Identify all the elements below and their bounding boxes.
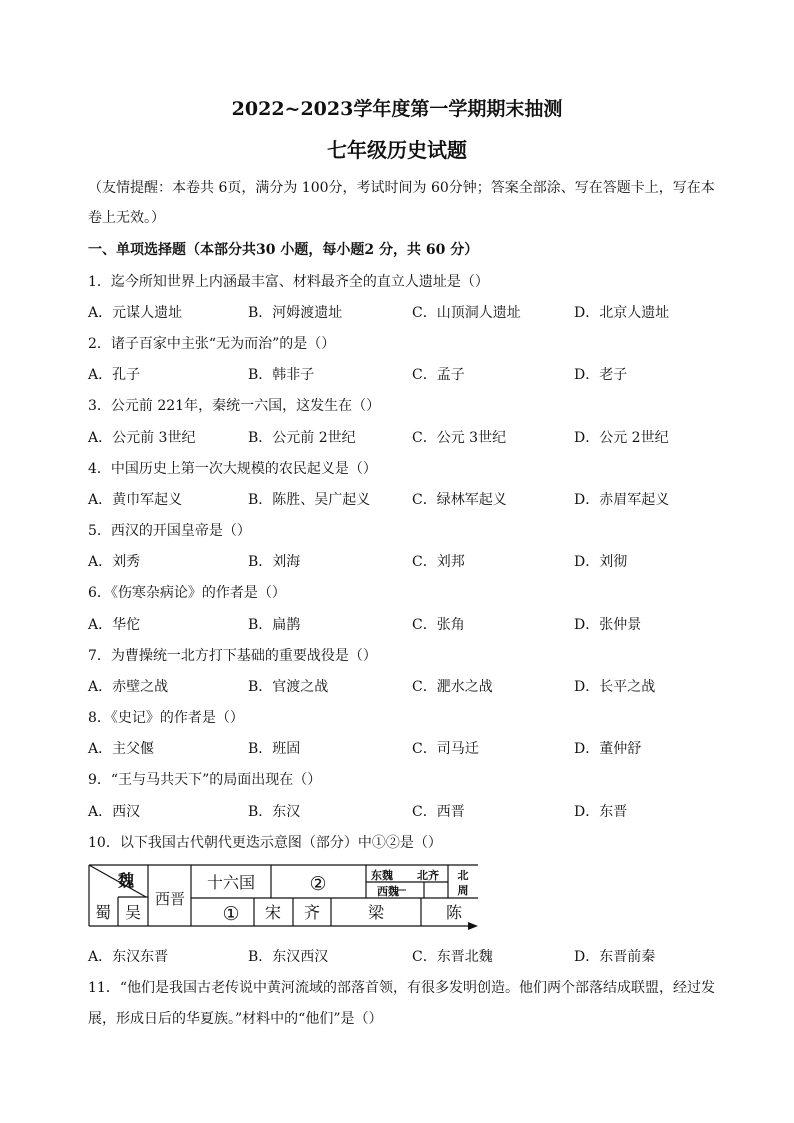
option-b[interactable]: B．公元前 2世纪 [248, 430, 356, 446]
option-b[interactable]: B．陈胜、吴广起义 [248, 492, 371, 508]
question-stem: 2．诸子百家中主张“无为而治”的是（） [88, 336, 336, 352]
option-b[interactable]: B．韩非子 [248, 367, 315, 383]
option-c[interactable]: C．东晋北魏 [412, 949, 493, 965]
option-d[interactable]: D．张仲景 [574, 617, 642, 633]
question-options [88, 364, 708, 386]
option-b[interactable]: B．东汉西汉 [248, 949, 329, 965]
question-options [88, 302, 708, 324]
option-d[interactable]: D．刘彻 [574, 554, 628, 570]
question-options [88, 489, 708, 511]
label-circle-1: ① [222, 903, 240, 925]
option-d[interactable]: D．长平之战 [574, 679, 656, 695]
label-xiwei: 西魏 [377, 885, 399, 898]
question-stem: 5．西汉的开国皇帝是（） [88, 523, 251, 539]
option-a[interactable]: A．黄巾军起义 [88, 492, 183, 508]
dynasty-diagram [88, 862, 480, 930]
question-stem: 3．公元前 221年，秦统一六国，这发生在（） [88, 398, 381, 414]
option-c[interactable]: C．张角 [412, 617, 465, 633]
label-qi: 齐 [303, 903, 321, 922]
label-shiliuguo: 十六国 [206, 873, 256, 892]
option-d[interactable]: D．公元 2世纪 [574, 430, 669, 446]
question-stem: 10．以下我国古代朝代更迭示意图（部分）中①②是（） [88, 835, 442, 851]
question-options [88, 427, 708, 449]
question-options [88, 738, 708, 760]
option-a[interactable]: A．西汉 [88, 804, 141, 820]
label-wu: 吴 [124, 903, 142, 922]
question-stem: 4．中国历史上第一次大规模的农民起义是（） [88, 461, 377, 477]
question-options [88, 614, 708, 636]
notice-line-1: （友情提醒：本卷共 6页，满分为 100分，考试时间为 60分钟；答案全部涂、写在答题卡上，写在本 [88, 180, 715, 196]
option-a[interactable]: A．刘秀 [88, 554, 141, 570]
option-c[interactable]: C．淝水之战 [412, 679, 493, 695]
option-a[interactable]: A．公元前 3世纪 [88, 430, 196, 446]
label-beiqi: 北齐 [417, 869, 439, 882]
option-d[interactable]: D．老子 [574, 367, 628, 383]
option-b[interactable]: B．班固 [248, 741, 301, 757]
question-stem: 9．“王与马共天下”的局面出现在（） [88, 772, 322, 788]
label-liang: 梁 [367, 903, 385, 922]
option-c[interactable]: C．司马迁 [412, 741, 479, 757]
label-xijin: 西晋 [154, 890, 186, 908]
exam-title: 2022~2023学年度第一学期期末抽测 [231, 98, 563, 120]
option-a[interactable]: A．元谋人遗址 [88, 305, 183, 321]
option-c[interactable]: C．西晋 [412, 804, 465, 820]
question-stem-11-line-2: 展，形成日后的华夏族。”材料中的“他们”是（） [88, 1011, 383, 1027]
question-options [88, 801, 708, 823]
option-c[interactable]: C．绿林军起义 [412, 492, 507, 508]
option-d[interactable]: D．赤眉军起义 [574, 492, 670, 508]
option-b[interactable]: B．官渡之战 [248, 679, 329, 695]
option-c[interactable]: C．公元 3世纪 [412, 430, 507, 446]
option-c[interactable]: C．孟子 [412, 367, 465, 383]
question-options [88, 676, 708, 698]
question-stem: 6．《伤寒杂病论》的作者是（） [88, 585, 286, 601]
option-b[interactable]: B．扁鹊 [248, 617, 301, 633]
question-options [88, 946, 708, 968]
exam-subtitle: 七年级历史试题 [327, 138, 467, 162]
label-dongwei: 东魏 [371, 869, 393, 882]
question-stem: 8．《史记》的作者是（） [88, 710, 244, 726]
option-a[interactable]: A．华佗 [88, 617, 141, 633]
option-d[interactable]: D．董仲舒 [574, 741, 642, 757]
label-wei: 魏 [117, 871, 135, 890]
option-d[interactable]: D．东晋前秦 [574, 949, 656, 965]
notice-line-2: 卷上无效。） [88, 210, 165, 226]
label-circle-2: ② [309, 873, 327, 895]
option-b[interactable]: B．刘海 [248, 554, 301, 570]
question-stem: 1．迄今所知世界上内涵最丰富、材料最齐全的直立人遗址是（） [88, 274, 489, 290]
option-b[interactable]: B．河姆渡遗址 [248, 305, 343, 321]
question-stem: 7．为曹操统一北方打下基础的重要战役是（） [88, 648, 377, 664]
option-a[interactable]: A．东汉东晋 [88, 949, 169, 965]
label-chen: 陈 [445, 903, 463, 922]
label-song: 宋 [264, 903, 282, 922]
option-c[interactable]: C．刘邦 [412, 554, 465, 570]
option-c[interactable]: C．山顶洞人遗址 [412, 305, 521, 321]
option-a[interactable]: A．主父偃 [88, 741, 155, 757]
option-a[interactable]: A．孔子 [88, 367, 141, 383]
label-zhou: 周 [457, 884, 469, 897]
option-b[interactable]: B．东汉 [248, 804, 301, 820]
question-options [88, 551, 708, 573]
section-title: 一、单项选择题（本部分共30 小题，每小题2 分，共 60 分） [88, 242, 479, 258]
question-stem-11-line-1: 11．“他们是我国古老传说中黄河流域的部落首领，有很多发明创造。他们两个部落结成联盟，经过发 [88, 980, 715, 996]
option-d[interactable]: D．北京人遗址 [574, 305, 670, 321]
label-bei: 北 [457, 869, 469, 882]
label-shu: 蜀 [94, 903, 112, 922]
option-d[interactable]: D．东晋 [574, 804, 628, 820]
dynasty-diagram-svg [88, 862, 480, 930]
option-a[interactable]: A．赤壁之战 [88, 679, 169, 695]
